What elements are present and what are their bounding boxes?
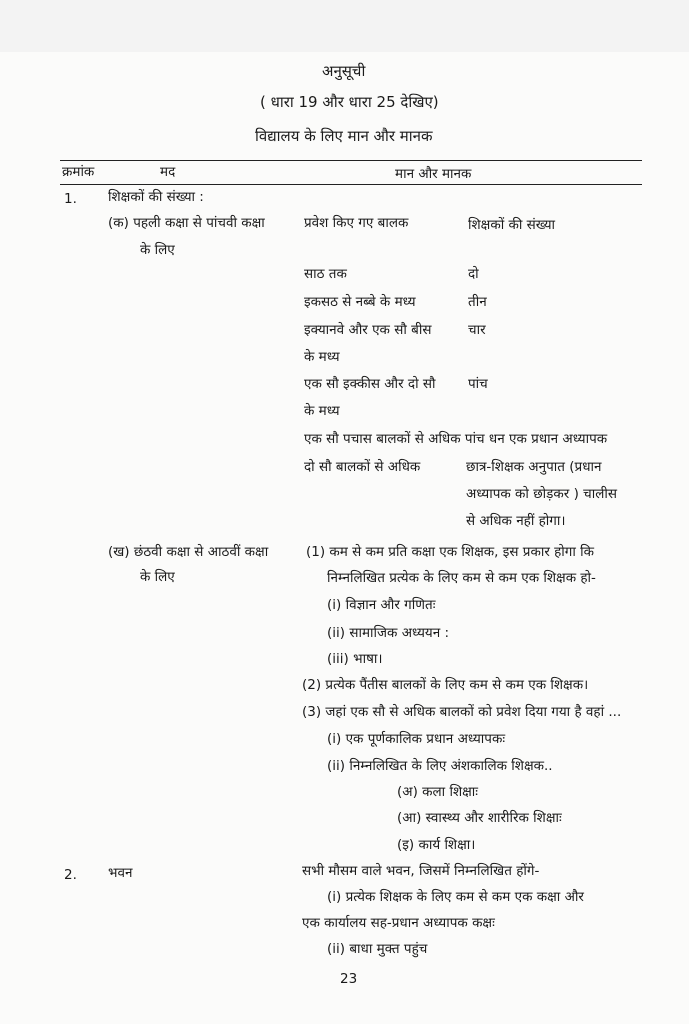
table-cell-value-cont: से अधिक नहीं होगा। <box>466 513 566 529</box>
table-row: साठ तक <box>304 266 347 282</box>
page-number: 23 <box>340 971 358 987</box>
list-item: (i) प्रत्येक शिक्षक के लिए कम से कम एक कक्षा और <box>327 889 584 905</box>
list-item: (3) जहां एक सौ से अधिक बालकों को प्रवेश दिया गया है वहां ... <box>302 704 622 720</box>
table-top-rule <box>60 160 642 161</box>
table-row-cont: के मध्य <box>304 403 340 419</box>
section-1-number: 1. <box>64 191 77 207</box>
table-cell-value: दो <box>468 266 479 282</box>
schedule-title: अनुसूची <box>322 62 366 80</box>
list-item: (अ) कला शिक्षाः <box>397 784 479 800</box>
table-row-cont: के मध्य <box>304 349 340 365</box>
list-item: (i) एक पूर्णकालिक प्रधान अध्यापकः <box>327 731 506 747</box>
list-item: (1) कम से कम प्रति कक्षा एक शिक्षक, इस प्रकार होगा कि <box>306 544 595 560</box>
list-item: (iii) भाषा। <box>327 651 383 667</box>
list-item: (ii) बाधा मुक्त पहुंच <box>327 941 428 957</box>
table-row: दो सौ बालकों से अधिक <box>304 459 421 475</box>
schedule-heading: विद्यालय के लिए मान और मानक <box>255 127 433 145</box>
table-header-rule <box>60 184 642 185</box>
col-header-children-admitted: प्रवेश किए गए बालक <box>304 215 409 231</box>
column-header-serial: क्रमांक <box>62 164 95 180</box>
table-cell-value: पांच <box>468 376 488 392</box>
list-item: (ii) निम्नलिखित के लिए अंशकालिक शिक्षक.. <box>327 758 553 774</box>
part-a-label-cont: के लिए <box>140 242 175 258</box>
part-b-label-cont: के लिए <box>140 569 175 585</box>
column-header-item: मद <box>160 164 176 180</box>
schedule-subtitle: ( धारा 19 और धारा 25 देखिए) <box>260 93 439 111</box>
table-cell-value-cont: अध्यापक को छोड़कर ) चालीस <box>466 486 617 502</box>
section-1-title: शिक्षकों की संख्या : <box>108 189 204 205</box>
list-item: (i) विज्ञान और गणितः <box>327 597 436 613</box>
section-2-number: 2. <box>64 867 77 883</box>
part-b-label: (ख) छंठवी कक्षा से आठवीं कक्षा <box>108 544 269 560</box>
section-2-title: भवन <box>108 865 133 881</box>
table-cell-value: चार <box>468 322 486 338</box>
table-cell-value: छात्र-शिक्षक अनुपात (प्रधान <box>466 459 602 475</box>
list-item: (इ) कार्य शिक्षा। <box>397 837 476 853</box>
col-header-teacher-count: शिक्षकों की संख्या <box>468 217 556 233</box>
table-row: एक सौ पचास बालकों से अधिक पांच धन एक प्रधान अध्यापक <box>304 431 608 447</box>
part-a-label: (क) पहली कक्षा से पांचवी कक्षा <box>108 215 265 231</box>
list-item: सभी मौसम वाले भवन, जिसमें निम्नलिखित होंगे- <box>302 863 540 879</box>
list-item: एक कार्यालय सह-प्रधान अध्यापक कक्षः <box>302 915 495 931</box>
table-row: एक सौ इक्कीस और दो सौ <box>304 376 436 392</box>
table-row: इकसठ से नब्बे के मध्य <box>304 294 416 310</box>
column-header-norms: मान और मानक <box>395 166 472 182</box>
list-item: (2) प्रत्येक पैंतीस बालकों के लिए कम से कम एक शिक्षक। <box>302 677 589 693</box>
document-page <box>0 52 689 1024</box>
list-item: निम्नलिखित प्रत्येक के लिए कम से कम एक शिक्षक हो- <box>327 570 596 586</box>
list-item: (ii) सामाजिक अध्ययन : <box>327 625 450 641</box>
list-item: (आ) स्वास्थ्य और शारीरिक शिक्षाः <box>397 810 562 826</box>
table-row: इक्यानवे और एक सौ बीस <box>304 322 432 338</box>
table-cell-value: तीन <box>468 294 487 310</box>
